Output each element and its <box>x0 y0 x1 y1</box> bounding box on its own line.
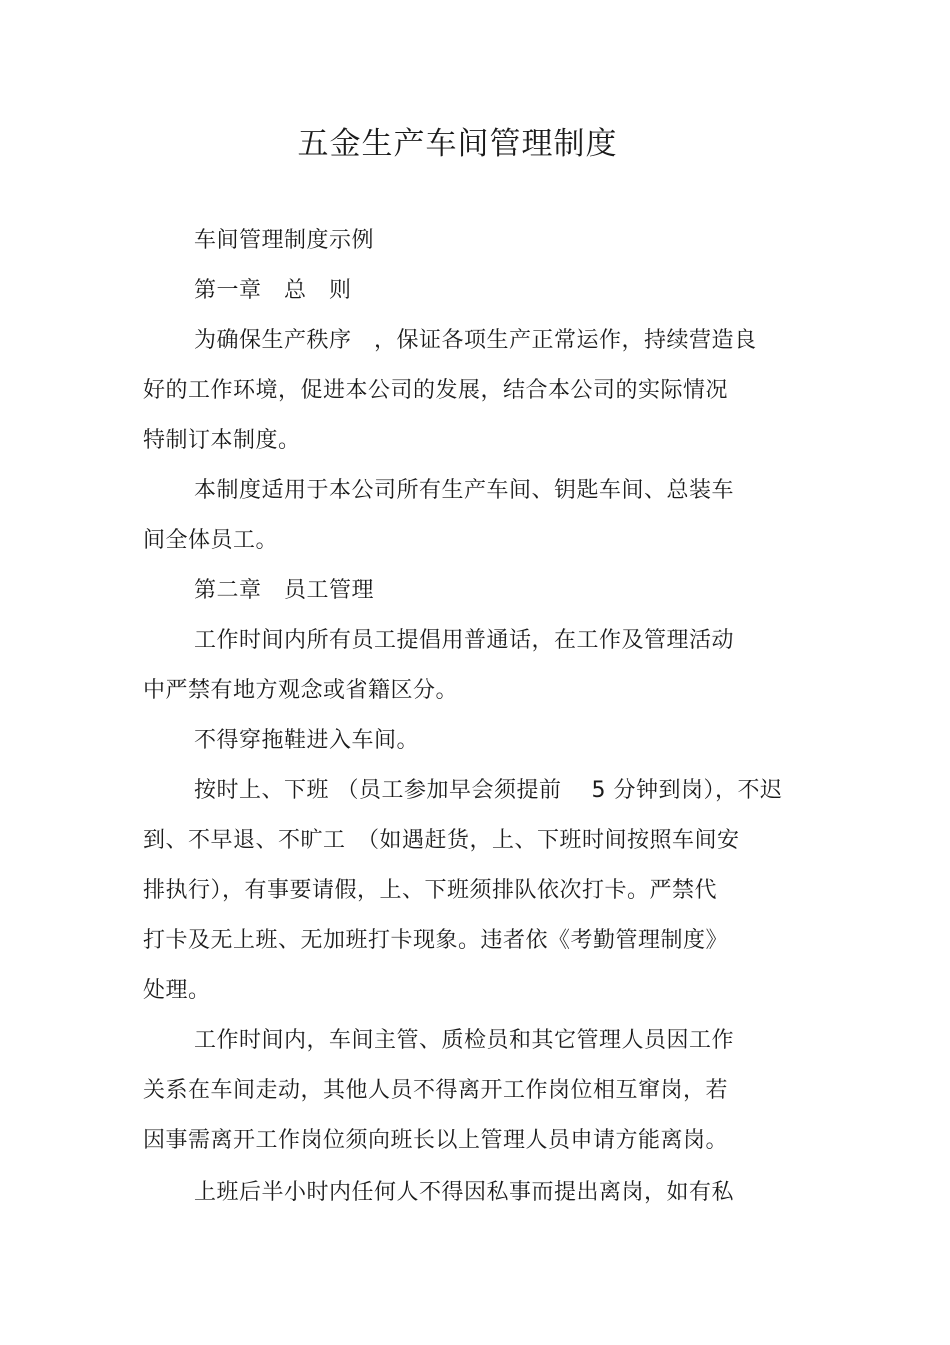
paragraph-line: 关系在车间走动，其他人员不得离开工作岗位相互窜岗，若 <box>143 1078 729 1103</box>
paragraph-line: 为确保生产秩序 ，保证各项生产正常运作，持续营造良 <box>194 328 757 353</box>
paragraph-line: 特制订本制度。 <box>143 428 301 453</box>
paragraph-line: 处理。 <box>143 978 211 1003</box>
paragraph-line: 本制度适用于本公司所有生产车间、钥匙车间、总装车 <box>194 478 735 503</box>
paragraph-line: 间全体员工。 <box>143 528 279 553</box>
paragraph-line: 上班后半小时内任何人不得因私事而提出离岗，如有私 <box>194 1180 735 1205</box>
subtitle-line: 车间管理制度示例 <box>194 228 375 253</box>
paragraph-line: 中严禁有地方观念或省籍区分。 <box>143 678 459 703</box>
paragraph-line: 不得穿拖鞋进入车间。 <box>194 728 420 753</box>
paragraph-line: 因事需离开工作岗位须向班长以上管理人员申请方能离岗。 <box>143 1128 729 1153</box>
paragraph-line: 工作时间内所有员工提倡用普通话，在工作及管理活动 <box>194 628 735 653</box>
paragraph-line: 好的工作环境，促进本公司的发展，结合本公司的实际情况 <box>143 378 729 403</box>
chapter-heading: 第二章 员工管理 <box>194 578 375 603</box>
paragraph-line: 到、不早退、不旷工 （如遇赶货，上、下班时间按照车间安 <box>143 828 740 853</box>
chapter-heading: 第一章 总 则 <box>194 278 352 303</box>
paragraph-line: 打卡及无上班、无加班打卡现象。违者依《考勤管理制度》 <box>143 928 729 953</box>
paragraph-line: 按时上、下班 （员工参加早会须提前 5 分钟到岗），不迟 <box>194 778 783 803</box>
document-title: 五金生产车间管理制度 <box>297 126 618 162</box>
paragraph-line: 排执行），有事要请假，上、下班须排队依次打卡。严禁代 <box>143 878 718 903</box>
paragraph-line: 工作时间内，车间主管、质检员和其它管理人员因工作 <box>194 1028 735 1053</box>
